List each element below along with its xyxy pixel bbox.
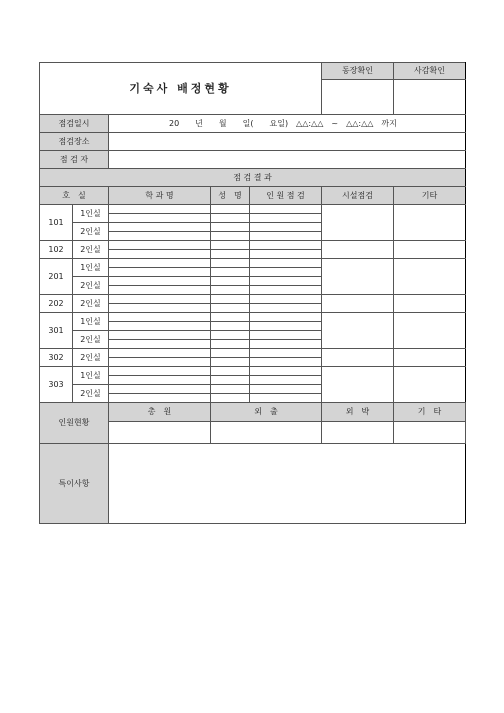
table-row [40,187,466,205]
facility-check-cell[interactable] [322,259,394,295]
facility-check-cell[interactable] [322,367,394,403]
headcount-cell[interactable] [250,340,322,349]
room-type: 2인실 [73,223,109,241]
dept-cell[interactable] [109,313,211,322]
student-name-cell[interactable] [211,349,250,358]
student-name-cell[interactable] [211,376,250,385]
student-name-cell[interactable] [211,250,250,259]
col-header: 기타 [394,187,466,205]
other-cell[interactable] [394,241,466,259]
student-name-cell[interactable] [211,295,250,304]
room-type: 2인실 [73,349,109,367]
student-name-cell[interactable] [211,259,250,268]
staffing-out-value[interactable] [211,422,322,444]
dept-cell[interactable] [109,304,211,313]
room-number: 303 [40,367,73,403]
headcount-cell[interactable] [250,232,322,241]
dept-cell[interactable] [109,232,211,241]
dept-cell[interactable] [109,214,211,223]
headcount-cell[interactable] [250,349,322,358]
staffing-col-overnight: 외 박 [322,403,394,422]
room-number: 301 [40,313,73,349]
headcount-cell[interactable] [250,295,322,304]
student-name-cell[interactable] [211,358,250,367]
approval-stamp-sagam[interactable] [394,80,466,115]
table-row [40,63,466,80]
dept-cell[interactable] [109,277,211,286]
staffing-col-out: 외 출 [211,403,322,422]
headcount-cell[interactable] [250,313,322,322]
dept-cell[interactable] [109,376,211,385]
headcount-cell[interactable] [250,250,322,259]
approval-stamp-dong[interactable] [322,80,394,115]
headcount-cell[interactable] [250,322,322,331]
dept-cell[interactable] [109,349,211,358]
dept-cell[interactable] [109,394,211,403]
room-type: 1인실 [73,259,109,277]
headcount-cell[interactable] [250,277,322,286]
staffing-col-total: 총 원 [109,403,211,422]
student-name-cell[interactable] [211,340,250,349]
approval-label-sagam: 사감확인 [394,63,466,80]
room-number: 201 [40,259,73,295]
headcount-cell[interactable] [250,223,322,232]
facility-check-cell[interactable] [322,349,394,367]
headcount-cell[interactable] [250,241,322,250]
remarks-field[interactable] [109,444,466,524]
student-name-cell[interactable] [211,394,250,403]
room-type: 1인실 [73,205,109,223]
facility-check-cell[interactable] [322,205,394,241]
table-row [40,367,466,376]
student-name-cell[interactable] [211,268,250,277]
headcount-cell[interactable] [250,367,322,376]
dept-cell[interactable] [109,340,211,349]
dept-cell[interactable] [109,250,211,259]
table-row [40,313,466,322]
staffing-other-value[interactable] [394,422,466,444]
room-type: 2인실 [73,241,109,259]
other-cell[interactable] [394,259,466,295]
page-title: 기숙사 배정현황 [40,63,322,115]
table-row [40,349,466,358]
approval-label-dong: 동장확인 [322,63,394,80]
headcount-cell[interactable] [250,268,322,277]
dept-cell[interactable] [109,358,211,367]
headcount-cell[interactable] [250,385,322,394]
dept-cell[interactable] [109,367,211,376]
student-name-cell[interactable] [211,214,250,223]
room-type: 1인실 [73,367,109,385]
table-row [40,133,466,151]
headcount-cell[interactable] [250,214,322,223]
table-row [40,241,466,250]
dept-cell[interactable] [109,268,211,277]
headcount-cell[interactable] [250,331,322,340]
other-cell[interactable] [394,349,466,367]
student-name-cell[interactable] [211,286,250,295]
student-name-cell[interactable] [211,322,250,331]
other-cell[interactable] [394,295,466,313]
col-header: 학 과 명 [109,187,211,205]
headcount-cell[interactable] [250,358,322,367]
student-name-cell[interactable] [211,313,250,322]
table-row [40,403,466,422]
headcount-cell[interactable] [250,304,322,313]
dept-cell[interactable] [109,331,211,340]
headcount-cell[interactable] [250,205,322,214]
dept-cell[interactable] [109,286,211,295]
staffing-total-value[interactable] [109,422,211,444]
student-name-cell[interactable] [211,304,250,313]
student-name-cell[interactable] [211,277,250,286]
col-header: 인 원 점 검 [250,187,322,205]
table-row [40,444,466,524]
room-number: 302 [40,349,73,367]
room-type: 1인실 [73,313,109,331]
student-name-cell[interactable] [211,331,250,340]
student-name-cell[interactable] [211,385,250,394]
room-type: 2인실 [73,385,109,403]
dormitory-assignment-form [39,62,465,650]
col-header-room: 호 실 [40,187,109,205]
room-type: 2인실 [73,295,109,313]
field-value[interactable] [109,151,466,169]
other-cell[interactable] [394,205,466,241]
student-name-cell[interactable] [211,232,250,241]
field-label: 점검장소 [40,133,109,151]
table-row [40,205,466,214]
room-number: 202 [40,295,73,313]
dept-cell[interactable] [109,385,211,394]
dept-cell[interactable] [109,223,211,232]
staffing-col-other: 기 타 [394,403,466,422]
room-type: 2인실 [73,331,109,349]
col-header: 성 명 [211,187,250,205]
remarks-label: 특이사항 [40,444,109,524]
field-value[interactable] [109,133,466,151]
col-header: 시설점검 [322,187,394,205]
facility-check-cell[interactable] [322,313,394,349]
other-cell[interactable] [394,313,466,349]
headcount-cell[interactable] [250,394,322,403]
headcount-cell[interactable] [250,259,322,268]
table-row [40,259,466,268]
field-value[interactable]: 20 년 월 일( 요일) △△:△△ ~ △△:△△ 까지 [109,115,466,133]
facility-check-cell[interactable] [322,241,394,259]
table-row [40,115,466,133]
staffing-label: 인원현황 [40,403,109,444]
room-type: 2인실 [73,277,109,295]
field-label: 점 검 자 [40,151,109,169]
form-table [39,62,466,524]
student-name-cell[interactable] [211,367,250,376]
dept-cell[interactable] [109,295,211,304]
headcount-cell[interactable] [250,286,322,295]
dept-cell[interactable] [109,241,211,250]
headcount-cell[interactable] [250,376,322,385]
room-number: 101 [40,205,73,241]
dept-cell[interactable] [109,259,211,268]
table-row [40,295,466,304]
student-name-cell[interactable] [211,223,250,232]
dept-cell[interactable] [109,322,211,331]
student-name-cell[interactable] [211,241,250,250]
field-label: 점검일시 [40,115,109,133]
dept-cell[interactable] [109,205,211,214]
room-number: 102 [40,241,73,259]
results-title: 점 검 결 과 [40,169,466,187]
table-row [40,151,466,169]
facility-check-cell[interactable] [322,295,394,313]
student-name-cell[interactable] [211,205,250,214]
other-cell[interactable] [394,367,466,403]
staffing-overnight-value[interactable] [322,422,394,444]
table-row [40,169,466,187]
